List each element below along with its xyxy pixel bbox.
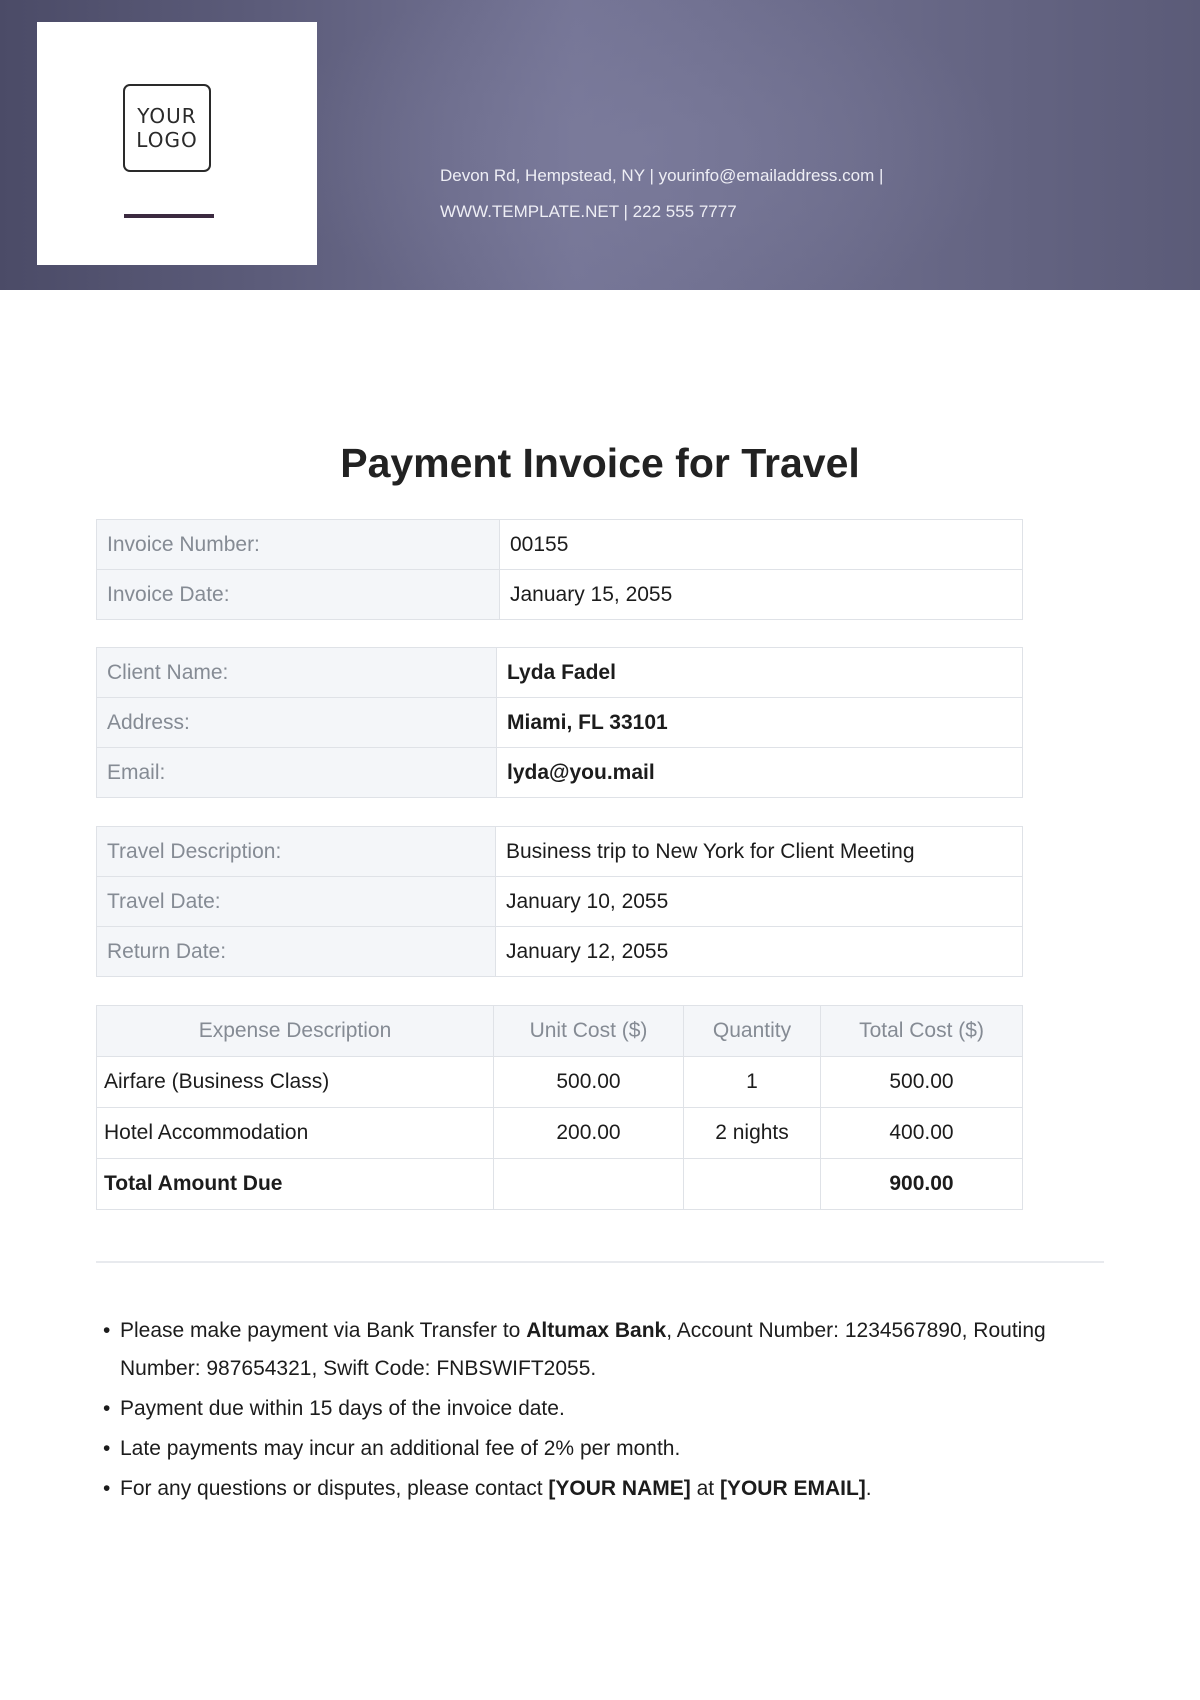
logo-underline xyxy=(124,214,214,218)
client-name-value: Lyda Fadel xyxy=(497,648,1023,698)
travel-date-label: Travel Date: xyxy=(97,877,496,927)
contact-name-placeholder: [YOUR NAME] xyxy=(548,1477,691,1500)
total-amount-value: 900.00 xyxy=(821,1159,1023,1210)
invoice-date-label: Invoice Date: xyxy=(97,570,500,620)
travel-info-table xyxy=(96,826,1023,977)
table-row xyxy=(97,827,1023,877)
table-row xyxy=(97,648,1023,698)
table-row xyxy=(97,927,1023,977)
table-row xyxy=(97,1057,1023,1108)
client-email-value: lyda@you.mail xyxy=(497,748,1023,798)
invoice-date-value: January 15, 2055 xyxy=(500,570,1023,620)
travel-description-value: Business trip to New York for Client Meeting xyxy=(496,827,1023,877)
expense-total: 400.00 xyxy=(821,1108,1023,1159)
expense-total: 500.00 xyxy=(821,1057,1023,1108)
invoice-info-table xyxy=(96,519,1023,620)
contact-email-placeholder: [YOUR EMAIL] xyxy=(719,1477,866,1500)
client-info-table xyxy=(96,647,1023,798)
header-banner xyxy=(0,0,1200,290)
expenses-table xyxy=(96,1005,1023,1210)
note-text: For any questions or disputes, please contact xyxy=(120,1477,549,1500)
payment-notes xyxy=(100,1312,1110,1510)
total-row xyxy=(97,1159,1023,1210)
contact-info xyxy=(440,158,883,230)
bullet: • xyxy=(103,1397,111,1420)
note-text: Payment due within 15 days of the invoice date. xyxy=(120,1397,565,1420)
invoice-number-value: 00155 xyxy=(500,520,1023,570)
table-header-row xyxy=(97,1006,1023,1057)
section-divider xyxy=(96,1261,1104,1263)
return-date-value: January 12, 2055 xyxy=(496,927,1023,977)
table-row xyxy=(97,877,1023,927)
expense-quantity: 1 xyxy=(684,1057,821,1108)
list-item xyxy=(100,1312,1110,1388)
expense-unit-cost: 500.00 xyxy=(494,1057,684,1108)
header-expense-description: Expense Description xyxy=(97,1006,494,1057)
logo-box xyxy=(37,22,317,265)
invoice-number-label: Invoice Number: xyxy=(97,520,500,570)
client-address-label: Address: xyxy=(97,698,497,748)
list-item xyxy=(100,1390,1110,1428)
page-title: Payment Invoice for Travel xyxy=(340,440,860,486)
client-name-label: Client Name: xyxy=(97,648,497,698)
table-row xyxy=(97,698,1023,748)
bullet: • xyxy=(103,1437,111,1460)
travel-date-value: January 10, 2055 xyxy=(496,877,1023,927)
list-item xyxy=(100,1430,1110,1468)
header-unit-cost: Unit Cost ($) xyxy=(494,1006,684,1057)
return-date-label: Return Date: xyxy=(97,927,496,977)
total-amount-label: Total Amount Due xyxy=(97,1159,494,1210)
travel-description-label: Travel Description: xyxy=(97,827,496,877)
contact-line-web-phone: WWW.TEMPLATE.NET | 222 555 7777 xyxy=(440,202,737,221)
expense-description: Airfare (Business Class) xyxy=(97,1057,494,1108)
contact-line-address: Devon Rd, Hempstead, NY | yourinfo@emailaddress.com | xyxy=(440,166,884,185)
note-text: at xyxy=(690,1477,720,1500)
empty-cell xyxy=(494,1159,684,1210)
bullet: • xyxy=(103,1319,111,1342)
table-row xyxy=(97,748,1023,798)
expense-unit-cost: 200.00 xyxy=(494,1108,684,1159)
list-item xyxy=(100,1470,1110,1508)
note-text: , Account Number: 1234567890, Routing Number: 987654321, Swift Code: FNBSWIFT2055. xyxy=(120,1319,1046,1380)
bullet: • xyxy=(103,1477,111,1500)
table-row xyxy=(97,1108,1023,1159)
note-text: Please make payment via Bank Transfer to xyxy=(120,1319,527,1342)
company-logo xyxy=(123,84,211,172)
client-email-label: Email: xyxy=(97,748,497,798)
empty-cell xyxy=(684,1159,821,1210)
bank-name: Altumax Bank xyxy=(526,1319,667,1342)
table-row xyxy=(97,570,1023,620)
table-row xyxy=(97,520,1023,570)
logo-text-line1: YOUR xyxy=(137,104,197,128)
expense-description: Hotel Accommodation xyxy=(97,1108,494,1159)
note-text: Late payments may incur an additional fee of 2% per month. xyxy=(120,1437,681,1460)
header-total-cost: Total Cost ($) xyxy=(821,1006,1023,1057)
client-address-value: Miami, FL 33101 xyxy=(497,698,1023,748)
expense-quantity: 2 nights xyxy=(684,1108,821,1159)
logo-text-line2: LOGO xyxy=(136,128,198,152)
note-text: . xyxy=(865,1477,872,1500)
header-quantity: Quantity xyxy=(684,1006,821,1057)
